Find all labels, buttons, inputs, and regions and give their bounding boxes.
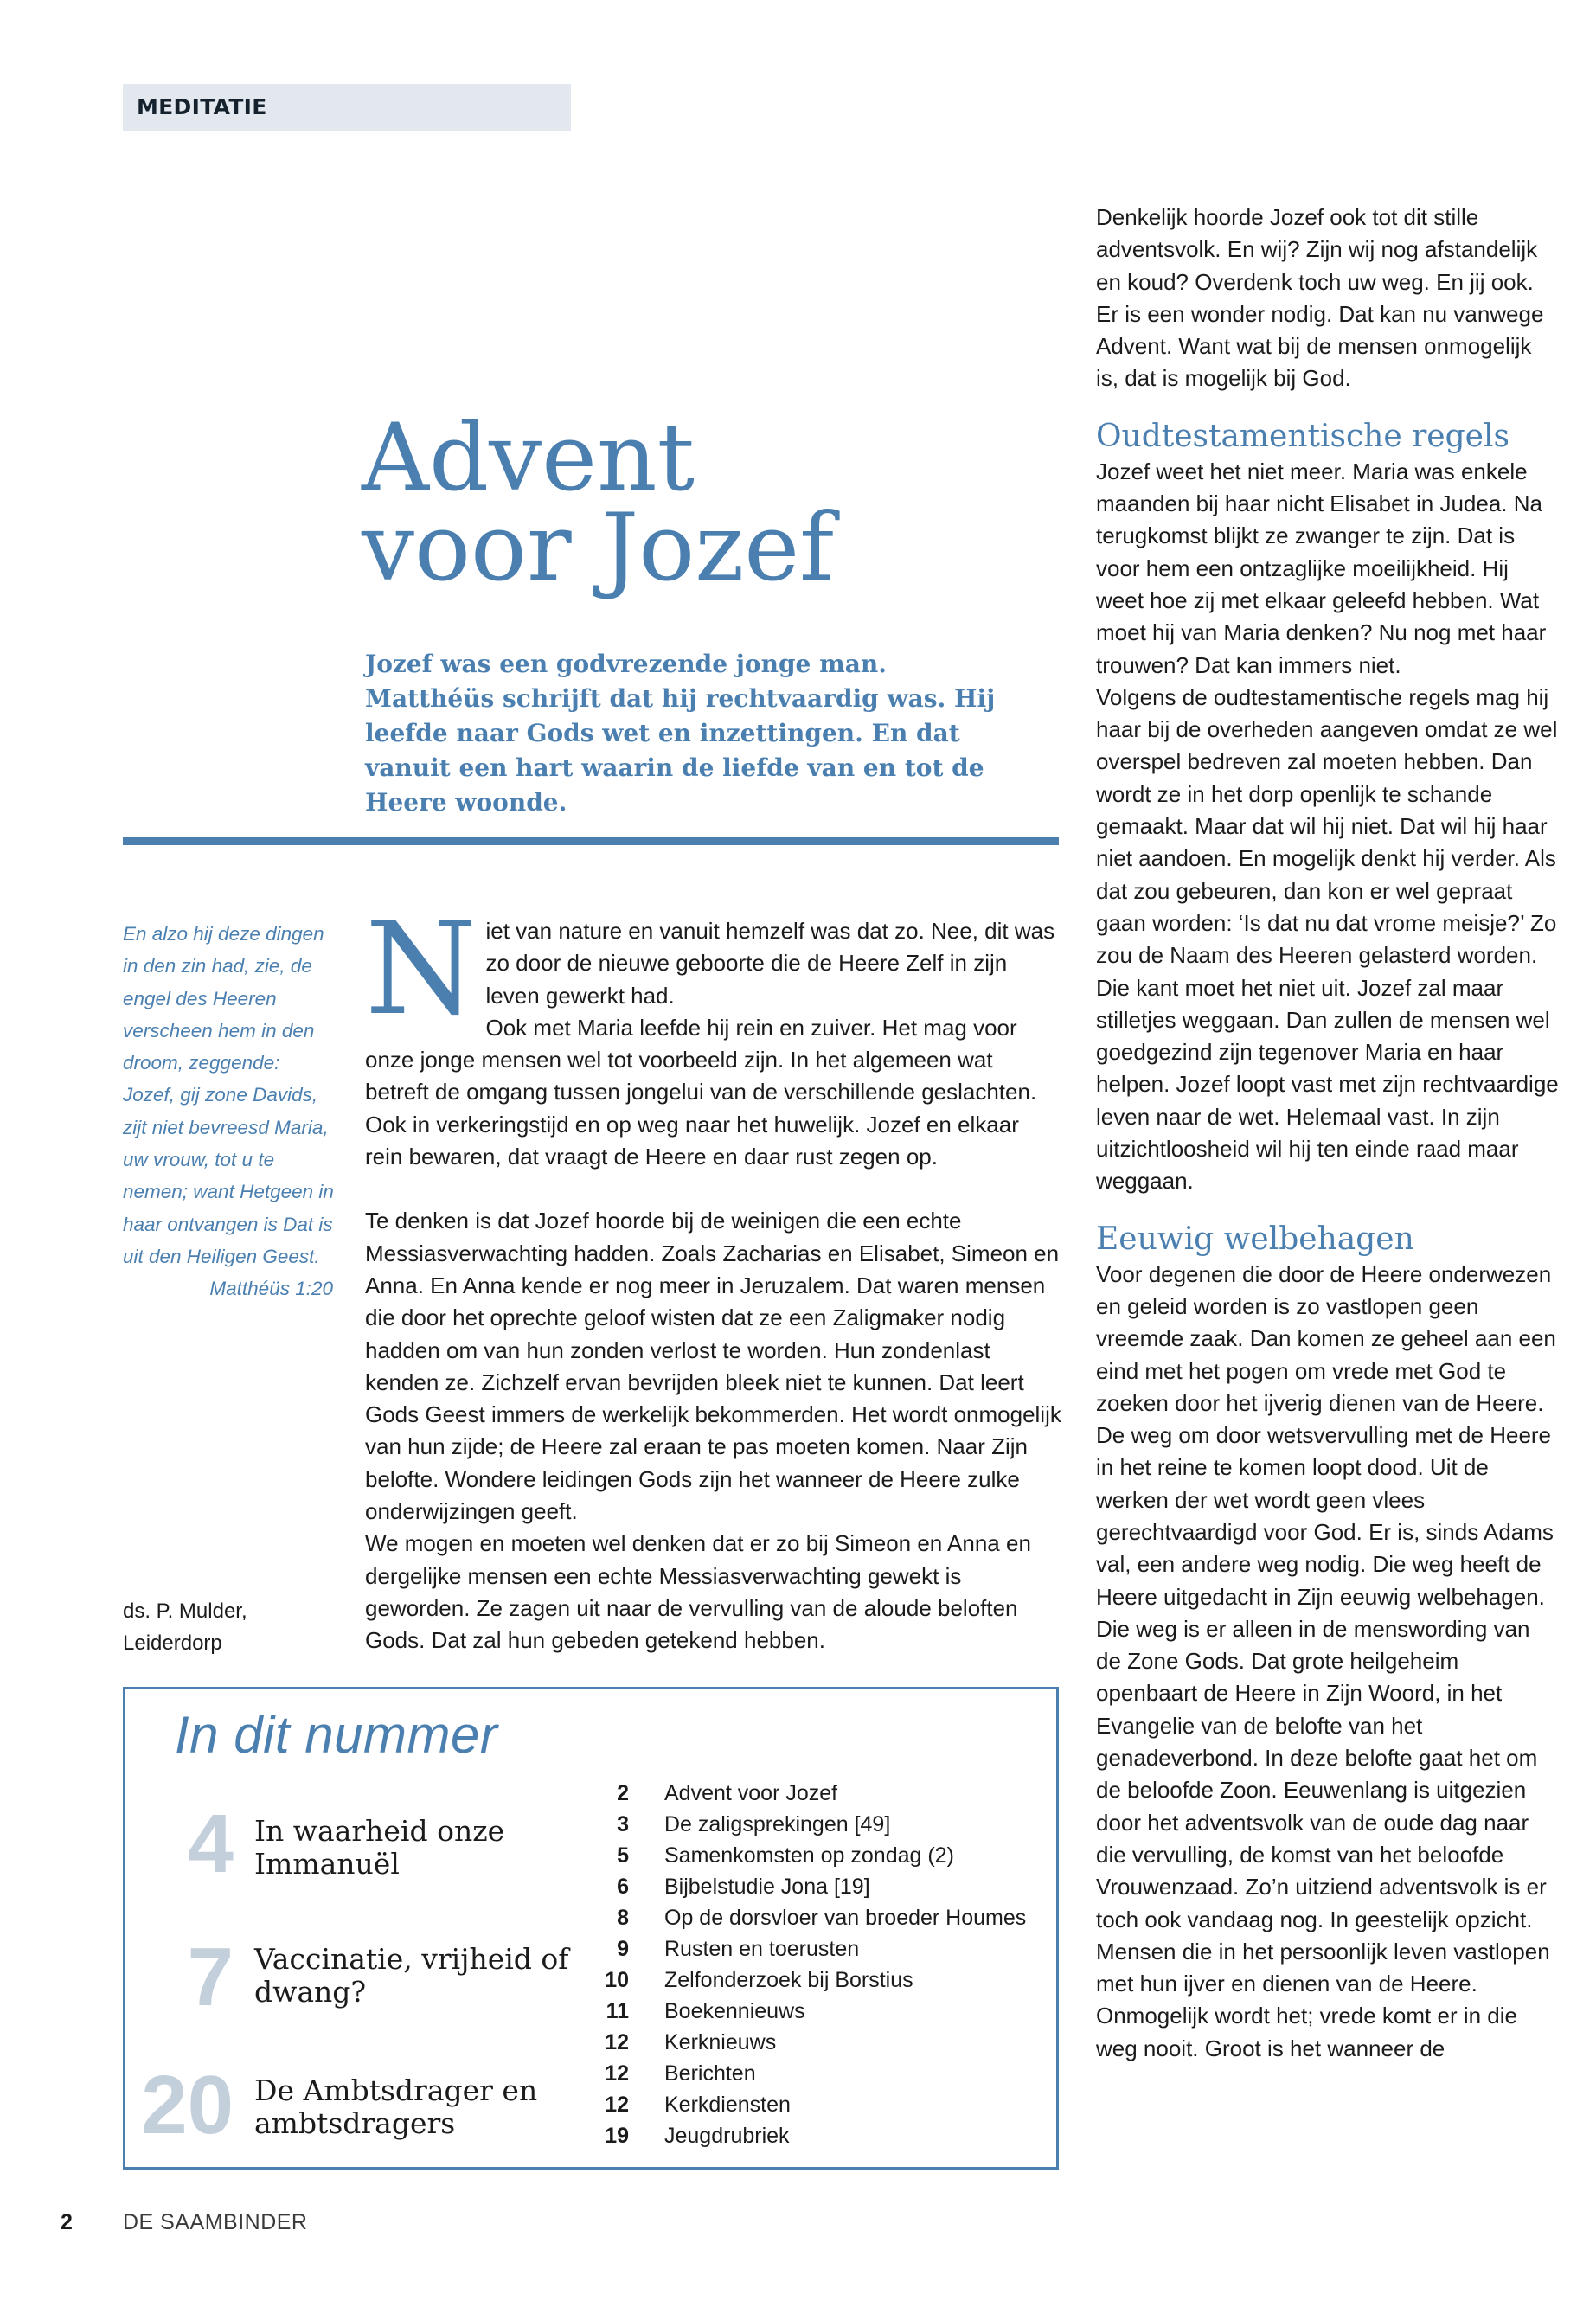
toc-page-number: 8 (617, 1906, 629, 1930)
toc-label: Berichten (664, 2061, 756, 2086)
article-column-3 (1096, 202, 1560, 2065)
toc-page-number: 12 (605, 2061, 629, 2086)
toc-label: Advent voor Jozef (664, 1781, 838, 1805)
featured-title-line: Vaccinatie, vrijheid of (254, 1942, 569, 1976)
toc-page-number: 19 (605, 2124, 629, 2148)
section-tag: MEDITATIE (123, 84, 571, 131)
subheading-eeuwig-welbehagen: Eeuwig welbehagen (1096, 1221, 1414, 1257)
toc-page-number: 10 (605, 1968, 629, 1992)
toc-label: Samenkomsten op zondag (2) (664, 1843, 954, 1868)
magazine-name: DE SAAMBINDER (123, 2210, 308, 2234)
quote-text: En alzo hij deze dingen in den zin had, zie, de engel des Heeren verscheen hem in den droom, zeggende: Jozef, gij zone Davids, zijt niet bevreesd Maria, uw vrouw, tot u te nemen; want Hetgeen in haar ontvangen is Dat is uit den Heiligen Geest. (123, 923, 334, 1267)
featured-title-line: ambtsdragers (254, 2106, 456, 2140)
subheading-oudtestamentische-regels: Oudtestamentische regels (1096, 418, 1509, 454)
column3-paragraph-1: Denkelijk hoorde Jozef ook tot dit stille adventsvolk. En wij? Zijn wij nog afstandelijk en koud? Overdenk toch uw weg. En jij ook. Er is een wonder nodig. Dat kan nu vanwege Advent. Want wat bij de mensen onmogelijk is, dat is mogelijk bij God. (1096, 204, 1544, 392)
featured-title[interactable] (254, 2074, 574, 2140)
toc-page-number: 12 (605, 2093, 629, 2117)
featured-title-line: Immanuël (254, 1847, 400, 1881)
toc-item[interactable] (588, 1965, 1038, 1996)
divider-rule (123, 837, 1059, 845)
author-credit (123, 1595, 335, 1659)
featured-number: 4 (187, 1798, 234, 1890)
toc-item[interactable] (588, 2058, 1038, 2089)
toc-label: Bijbelstudie Jona [19] (664, 1875, 870, 1899)
title-line-1: Advent (362, 404, 695, 512)
toc-item[interactable] (588, 1996, 1038, 2027)
title-line-2: voor Jozef (362, 494, 835, 602)
page-number: 2 (61, 2210, 73, 2234)
toc-item[interactable] (588, 1933, 1038, 1965)
body-paragraph-2: Ook met Maria leefde hij rein en zuiver. Het mag voor onze jonge mensen wel tot voorbeeld zijn. In het algemeen wat betreft de omgang tussen jongelui van de verschillende geslachten. Ook in verkeringstijd en op weg naar het huwelijk. Jozef en elkaar rein bewaren, dat vraagt de Heere en daar rust zegen op. (365, 1014, 1037, 1170)
toc-item[interactable] (588, 2120, 1038, 2151)
scripture-quote (123, 918, 335, 1305)
author-place: Leiderdorp (123, 1631, 222, 1655)
quote-reference: Matthéüs 1:20 (209, 1278, 333, 1300)
featured-title[interactable] (254, 1943, 574, 2009)
body-paragraph-4: We mogen en moeten wel denken dat er zo bij Simeon en Anna en dergelijke mensen een echte Messiasverwachting gewekt is geworden. Ze zagen uit naar de vervulling van de aloude beloften Gods. Dat zal hun gebeden getekend hebben. (365, 1530, 1031, 1654)
toc-item[interactable] (588, 1809, 1038, 1840)
toc-label: Kerknieuws (664, 2030, 777, 2054)
toc-page-number: 3 (617, 1812, 629, 1836)
toc-item[interactable] (588, 1902, 1038, 1933)
featured-title[interactable] (254, 1815, 574, 1881)
toc-label: Zelfonderzoek bij Borstius (664, 1968, 913, 1992)
column3-paragraph-3: Volgens de oudtestamentische regels mag hij haar bij de overheden aangeven omdat ze wel overspel bedreven zal moeten hebben. Dan wordt ze in het dorp openlijk te schande gemaakt. Maar dat wil hij niet. Dat wil hij haar niet aandoen. En mogelijk denkt hij verder. Als dat zou gebeuren, dan kon er wel gepraat gaan worden: ‘Is dat nu dat vrome meisje?’ Zo zou de Naam des Heeren gelasterd worden. Die kant moet het niet uit. Jozef zal maar stilletjes weggaan. Dan zullen de mensen wel goedgezind zijn tegenover Maria en haar helpen. Jozef loopt vast met zijn rechtvaardige leven naar de wet. Helemaal vast. In zijn uitzichtloosheid wil hij ten einde raad maar weggaan. (1096, 683, 1559, 1195)
featured-title-line: dwang? (254, 1975, 367, 2009)
toc-item[interactable] (588, 1871, 1038, 1902)
toc-label: Boekennieuws (664, 1999, 805, 2023)
article-title (362, 404, 835, 602)
toc-label: Op de dorsvloer van broeder Houmes (664, 1906, 1027, 1930)
toc-page-number: 9 (617, 1937, 629, 1961)
toc-item[interactable] (588, 1840, 1038, 1871)
toc-item[interactable] (588, 2089, 1038, 2120)
toc-page-number: 12 (605, 2030, 629, 2054)
article-intro: Jozef was een godvrezende jonge man. Matthéüs schrijft dat hij rechtvaardig was. Hij leefde naar Gods wet en inzettingen. En dat vanuit een hart waarin de liefde van en tot de Heere woonde. (365, 650, 996, 817)
featured-title-line: In waarheid onze (254, 1814, 505, 1848)
toc-label: Jeugdrubriek (664, 2124, 790, 2148)
featured-title-line: De Ambtsdrager en (254, 2073, 538, 2107)
toc-page-number: 11 (606, 1999, 629, 2023)
body-paragraph-1 (365, 894, 1062, 1043)
toc-page-number: 5 (617, 1843, 629, 1868)
toc-label: Kerkdiensten (664, 2093, 791, 2117)
toc-item[interactable] (588, 1778, 1038, 1809)
toc-page-number: 2 (617, 1781, 629, 1805)
drop-cap: N (365, 894, 478, 1043)
article-body (365, 894, 1062, 1657)
column3-paragraph-2: Jozef weet het niet meer. Maria was enkele maanden bij haar nicht Elisabet in Judea. Na terugkomst blijkt ze zwanger te zijn. Dat is voor hem een ontzaglijke moeilijkheid. Hij weet hoe zij met elkaar geleefd hebben. Wat moet hij van Maria denken? Nu nog met haar trouwen? Dat kan immers niet. (1096, 458, 1547, 678)
featured-number: 7 (187, 1931, 234, 2023)
toc-page-number: 6 (617, 1875, 629, 1899)
column3-paragraph-4: Voor degenen die door de Heere onderwezen en geleid worden is zo vastlopen geen vreemde zaak. Dan komen ze geheel aan een eind met het pogen om vrede met God te zoeken door het ijverig dienen van de Heere. De weg om door wetsvervulling met de Heere in het reine te komen loopt dood. Uit de werken der wet wordt geen vlees gerechtvaardigd voor God. Er is, sinds Adams val, een andere weg nodig. Die weg heeft de Heere uitgedacht in Zijn eeuwig welbehagen. Die weg is er alleen in de menswording van de Zone Gods. Dat grote heilgeheim openbaart de Heere in Zijn Woord, in het Evangelie van de belofte van het genadeverbond. In deze belofte gaat het om de beloofde Zoon. Eeuwenlang is uitgezien door het adventsvolk van de oude dag naar die vervulling, de komst van het beloofde Vrouwenzaad. Zo’n uitziend adventsvolk is er toch ook vandaag nog. In geestelijk opzicht. Mensen die in het persoonlijk leven vastlopen met hun ijver en dienen van de Heere. Onmogelijk wordt het; vrede komt er in die weg nooit. Groot is het wanneer de (1096, 1260, 1556, 2061)
contents-heading: In dit nummer (175, 1706, 498, 1764)
toc-label: Rusten en toerusten (664, 1937, 860, 1961)
author-name: ds. P. Mulder, (123, 1599, 247, 1623)
toc-item[interactable] (588, 2027, 1038, 2058)
toc-label: De zaligsprekingen [49] (664, 1812, 891, 1836)
body-paragraph-3: Te denken is dat Jozef hoorde bij de weinigen die een echte Messiasverwachting hadden. Zoals Zacharias en Elisabet, Simeon en Anna. En Anna kende er nog meer in Jeruzalem. Dat waren mensen die door het oprechte geloof wisten dat ze een Zaligmaker nodig hadden om van hun zonden verlost te worden. Hun zondenlast kenden ze. Zichzelf ervan bevrijden bleek niet te kunnen. Dat leert Gods Geest immers de werkelijk bekommerden. Het wordt onmogelijk van hun zijde; de Heere zal eraan te pas moeten komen. Naar Zijn belofte. Wondere leidingen Gods zijn het wanneer de Heere zulke onderwijzingen geeft. (365, 1208, 1061, 1525)
body-paragraph-1-text: iet van nature en vanuit hemzelf was dat zo. Nee, dit was zo door de nieuwe geboorte die de Heere Zelf in zijn leven gewerkt had. (485, 918, 1055, 1009)
featured-number: 20 (141, 2059, 234, 2151)
